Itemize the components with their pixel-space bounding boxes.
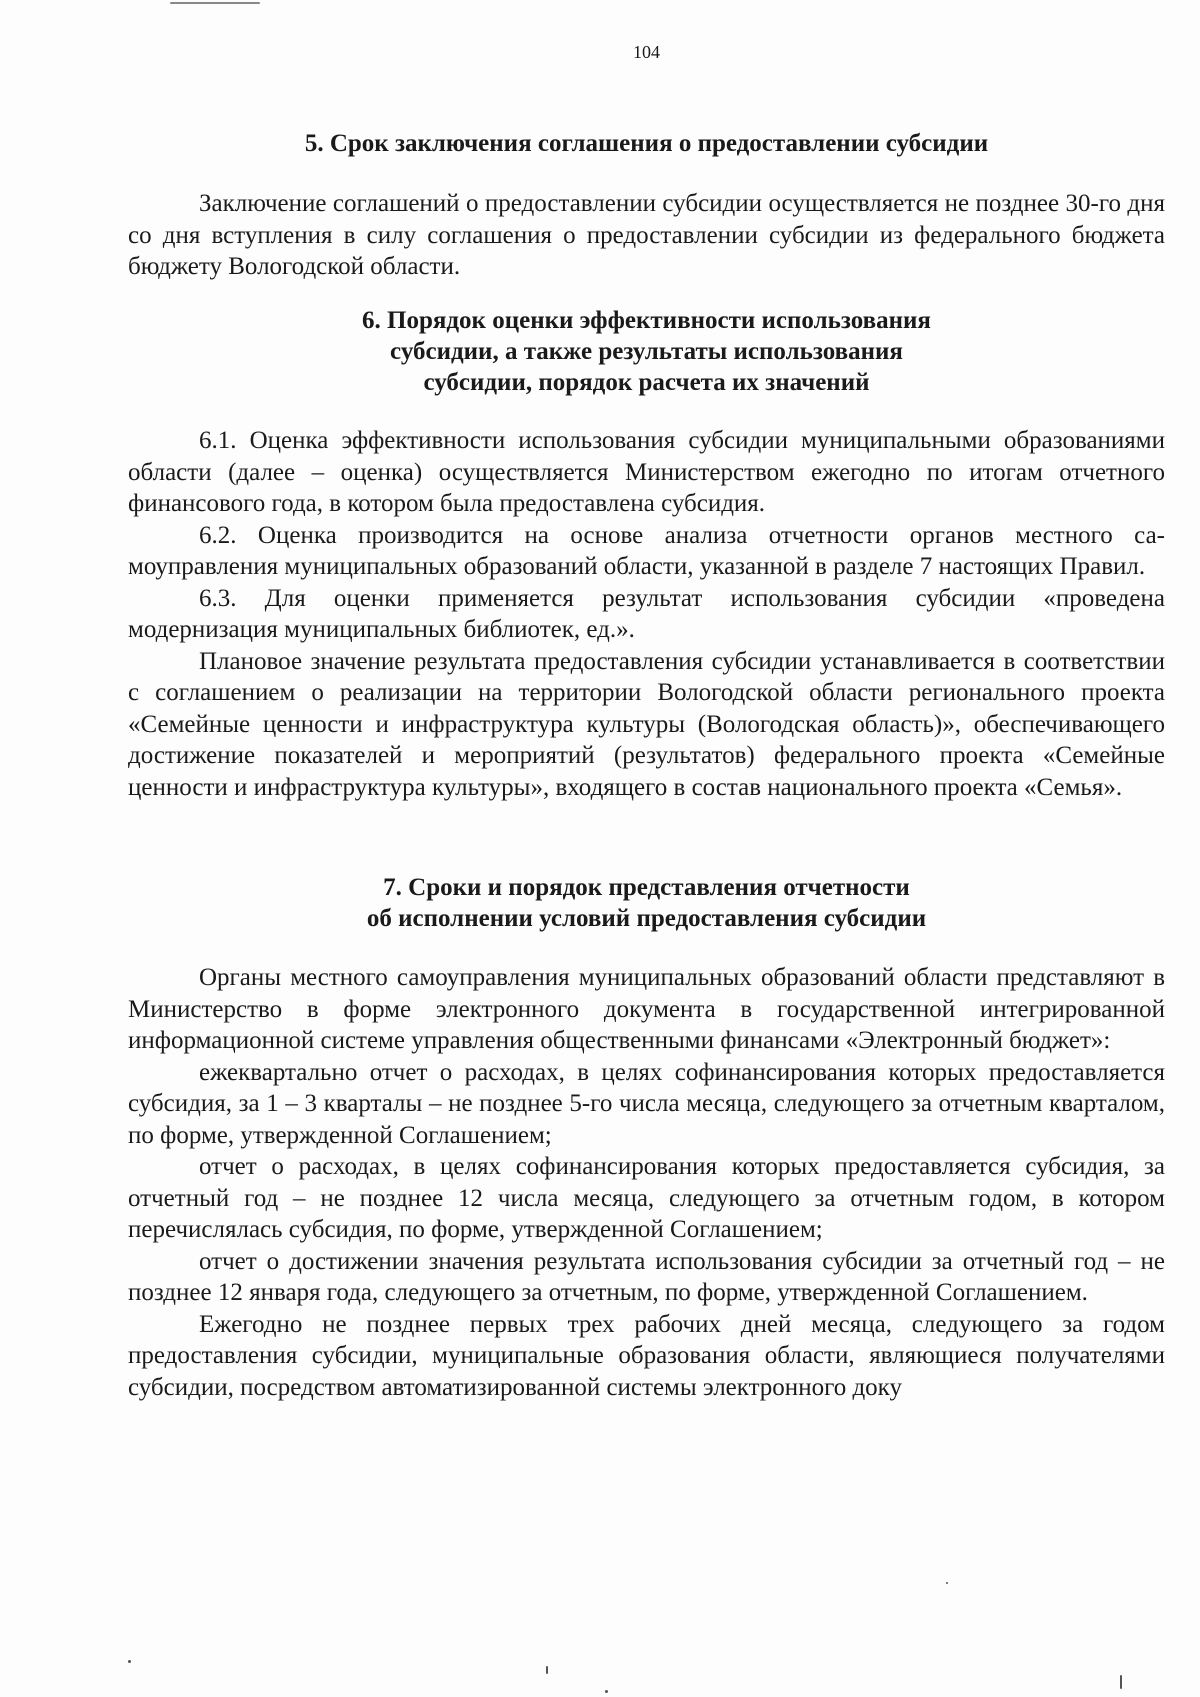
section-6-paragraph-2: 6.2. Оценка производится на основе анализа отчетности органов местного самоуправления муниципальных образований области, указанной в разделе 7 настоящих Правил. — [128, 521, 1165, 580]
section-5-paragraph-1: Заключение соглашений о предоставлении субсидии осуществляется не позднее 30-го дня со дня вступления в силу соглашения о предоставлении субсидии из федерального бюджета бюджету Вологодской области. — [128, 190, 1165, 280]
section-6-paragraph-1: 6.1. Оценка эффективности использования субсидии муниципальными образованиями области (далее – оценка) осуществляется Министерством ежегодно по итогам отчетного финансового года, в котором была предоставлена субсидия. — [128, 427, 1165, 517]
section-6-heading-line-3: субсидии, порядок расчета их значений — [423, 369, 870, 396]
section-6-paragraph-3: 6.3. Для оценки применяется результат использования субсидии «проведена модернизация муниципальных библиотек, ед.». — [128, 584, 1165, 643]
section-7-heading-line-1: 7. Сроки и порядок представления отчетности — [383, 874, 910, 901]
section-7-body — [128, 962, 1165, 1403]
scan-speck — [1120, 1675, 1122, 1689]
scan-speck — [605, 1690, 608, 1693]
section-6-heading-line-1: 6. Порядок оценки эффективности использования — [362, 307, 931, 334]
section-7-paragraph-1: Органы местного самоуправления муниципальных образований области представляют в Министерство в форме электронного документа в государственной интегрированной информационной системе управления общественными финансами «Электронный бюджет»: — [128, 964, 1165, 1054]
page-number: 104 — [633, 42, 660, 62]
section-6-heading-line-2: субсидии, а также результаты использования — [390, 338, 903, 365]
scan-speck — [128, 1660, 131, 1663]
section-6-paragraph-4: Плановое значение результата предоставления субсидии устанавливается в соответствии с соглашением о реализации на территории Вологодской области регионального проекта «Семейные ценности и инфраструктура культуры (Вологодская область)», обеспечивающего достижение показателей и мероприятий (результатов) федерального проекта «Семейные ценности и инфраструктура культуры», входящего в состав национального проекта «Семья». — [128, 647, 1165, 801]
section-7-paragraph-5: Ежегодно не позднее первых трех рабочих дней месяца, следующего за годом предоставления субсидии, муниципальные образования области, являющиеся получателями субсидии, посредством автоматизированной системы электронного доку — [128, 1310, 1165, 1401]
scan-artifact-top — [170, 2, 260, 4]
section-7-paragraph-4: отчет о достижении значения результата использования субсидии за отчетный год – не позднее 12 января года, следующего за отчетным, по форме, утвержденной Соглашением. — [128, 1247, 1165, 1306]
scan-speck — [546, 1666, 548, 1674]
section-7-heading-line-2: об исполнении условий предоставления субсидии — [366, 905, 927, 932]
scan-speck — [946, 1582, 948, 1584]
section-7-paragraph-3: отчет о расходах, в целях софинансирования которых предоставляется субсидия, за отчетный год – не позднее 12 числа месяца, следующего за отчетным годом, в котором перечислялась субсидия, по форме, утвержденной Соглашением; — [128, 1153, 1165, 1243]
section-6-body — [128, 425, 1165, 803]
section-5-heading: 5. Срок заключения соглашения о предоставлении субсидии — [304, 130, 989, 157]
section-7-paragraph-2: ежеквартально отчет о расходах, в целях софинансирования которых предоставляется субсидия, за 1 – 3 кварталы – не позднее 5-го числа месяца, следующего за отчетным кварталом, по форме, утвержденной Соглашением; — [128, 1058, 1165, 1149]
